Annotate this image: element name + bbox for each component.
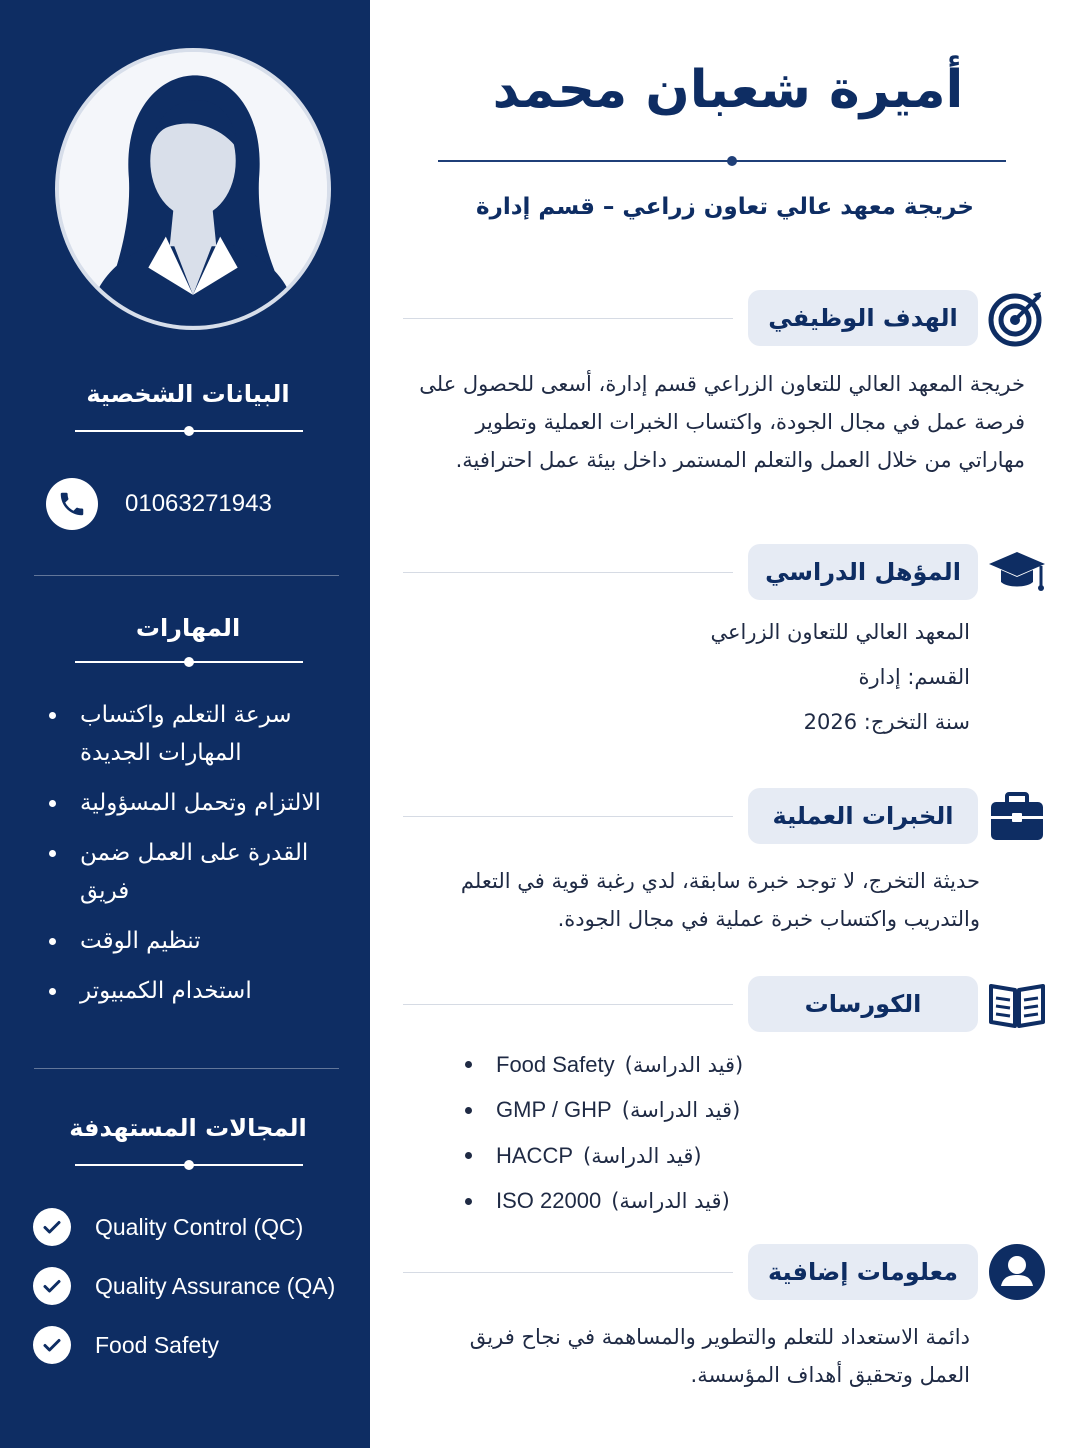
course-item bbox=[465, 1133, 743, 1179]
section-line bbox=[403, 572, 733, 573]
book-icon bbox=[985, 974, 1049, 1034]
additional-section-header bbox=[403, 1242, 1053, 1302]
section-title: معلومات إضافية bbox=[748, 1244, 978, 1300]
target-icon bbox=[985, 288, 1049, 348]
personal-info-heading: البيانات الشخصية bbox=[86, 380, 290, 408]
target-label: Quality Assurance (QA) bbox=[95, 1272, 336, 1299]
skills-rule bbox=[75, 661, 303, 663]
course-name: Food Safety bbox=[496, 1051, 615, 1077]
graduation-cap-icon bbox=[985, 542, 1049, 602]
section-title: الخبرات العملية bbox=[748, 788, 978, 844]
section-title: الكورسات bbox=[748, 976, 978, 1032]
skill-item: استخدام الكمبيوتر bbox=[40, 972, 340, 1010]
section-title: الهدف الوظيفي bbox=[748, 290, 978, 346]
skill-item: سرعة التعلم واكتساب المهارات الجديدة bbox=[40, 696, 340, 772]
check-icon bbox=[33, 1267, 71, 1305]
additional-text: دائمة الاستعداد للتعلم والتطوير والمساهمة في نجاح فريق العمل وتحقيق أهداف المؤسسة. bbox=[469, 1325, 970, 1387]
target-item bbox=[33, 1264, 353, 1308]
section-line bbox=[403, 1272, 733, 1273]
avatar bbox=[55, 48, 331, 330]
section-line bbox=[403, 816, 733, 817]
course-item bbox=[465, 1088, 743, 1134]
course-status: (قيد الدراسة) bbox=[621, 1098, 741, 1123]
skills-list bbox=[40, 696, 340, 1022]
targets-heading: المجالات المستهدفة bbox=[69, 1114, 307, 1142]
target-label: Food Safety bbox=[95, 1331, 220, 1358]
courses-list bbox=[465, 1042, 743, 1224]
target-label: Quality Control (QC) bbox=[95, 1213, 304, 1240]
education-graduation-year: سنة التخرج: 2026 bbox=[803, 710, 970, 734]
objective-text: خريجة المعهد العالي للتعاون الزراعي قسم إدارة، أسعى للحصول على فرصة عمل في مجال الجودة، واكتساب الخبرات العملية وتطوير مهاراتي من خلال العمل والتعلم المستمر داخل بيئة عمل احترافية. bbox=[419, 372, 1025, 472]
name-rule bbox=[438, 160, 1006, 162]
skill-item: القدرة على العمل ضمن فريق bbox=[40, 834, 340, 910]
education-department: القسم: إدارة bbox=[858, 665, 970, 689]
section-line bbox=[403, 318, 733, 319]
bullet bbox=[465, 1152, 472, 1159]
section-title: المؤهل الدراسي bbox=[748, 544, 978, 600]
bullet bbox=[465, 1198, 472, 1205]
course-status: (قيد الدراسة) bbox=[583, 1143, 702, 1168]
course-name: GMP / GHP bbox=[496, 1097, 612, 1123]
bullet bbox=[465, 1107, 472, 1114]
target-item bbox=[33, 1205, 353, 1249]
skills-heading: المهارات bbox=[135, 614, 241, 642]
candidate-name: أميرة شعبان محمد bbox=[492, 60, 964, 120]
check-icon bbox=[33, 1208, 71, 1246]
targets-rule bbox=[75, 1164, 303, 1166]
briefcase-icon bbox=[985, 786, 1049, 846]
course-status: (قيد الدراسة) bbox=[624, 1052, 744, 1077]
targets-list bbox=[33, 1205, 353, 1382]
phone-row bbox=[46, 478, 272, 530]
target-item bbox=[33, 1323, 353, 1367]
experience-section-header bbox=[403, 786, 1053, 846]
skill-item: تنظيم الوقت bbox=[40, 922, 340, 960]
education-section-header bbox=[403, 542, 1053, 602]
bullet bbox=[465, 1061, 472, 1068]
section-line bbox=[403, 1004, 733, 1005]
course-status: (قيد الدراسة) bbox=[611, 1189, 730, 1214]
course-item bbox=[465, 1042, 743, 1088]
personal-info-rule bbox=[75, 430, 303, 432]
skill-item: الالتزام وتحمل المسؤولية bbox=[40, 784, 340, 822]
candidate-subtitle: خريجة معهد عالي تعاون زراعي – قسم إدارة bbox=[476, 194, 974, 220]
check-icon bbox=[33, 1326, 71, 1364]
phone-number: 01063271943 bbox=[125, 490, 272, 517]
experience-text: حديثة التخرج، لا توجد خبرة سابقة، لدي رغبة قوية في التعلم والتدريب واكتساب خبرة عملية في مجال الجودة. bbox=[460, 869, 980, 931]
course-item bbox=[465, 1179, 743, 1225]
profile-silhouette-icon bbox=[59, 52, 327, 326]
courses-section-header bbox=[403, 974, 1053, 1034]
education-institute: المعهد العالي للتعاون الزراعي bbox=[710, 620, 970, 644]
objective-section-header bbox=[403, 288, 1053, 348]
course-name: HACCP bbox=[496, 1142, 574, 1168]
phone-icon bbox=[46, 478, 98, 530]
user-icon bbox=[985, 1242, 1049, 1302]
course-name: ISO 22000 bbox=[496, 1188, 602, 1214]
sidebar bbox=[0, 0, 370, 1448]
sidebar-divider bbox=[34, 575, 339, 576]
sidebar-divider bbox=[34, 1068, 339, 1069]
